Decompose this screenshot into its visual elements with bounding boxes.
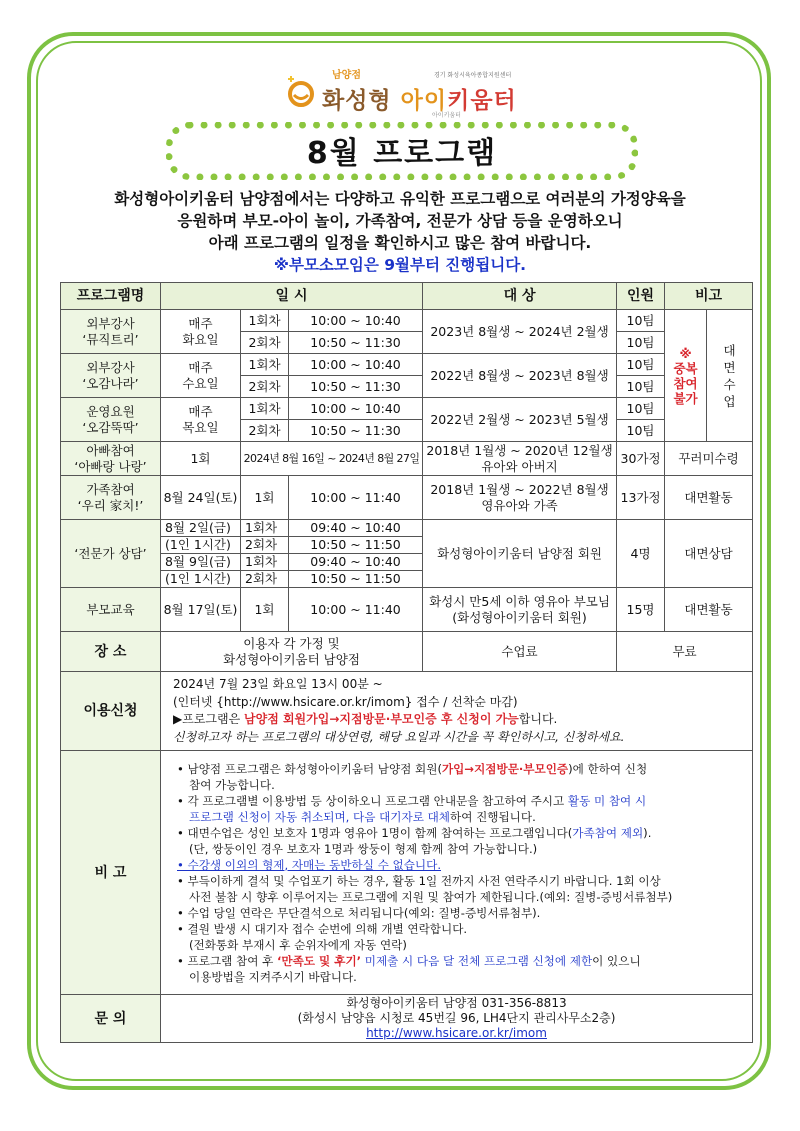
table-row: 2회차 10:50 ~ 11:30 10팀: [61, 420, 753, 442]
logo-name: 화성형 아이키움터: [322, 88, 517, 114]
sun-emblem-icon: [284, 74, 318, 108]
table-row: 문 의 화성형아이키움터 남양점 031-356-8813 (화성시 남양읍 시청로 45번길 96, LH4단지 관리사무소2층) http://www.hsicare.or.kr/imom: [61, 995, 753, 1043]
notice: ※부모소모임은 9월부터 진행됩니다.: [273, 256, 527, 274]
table-row: ‘전문가 상담’ 8월 2일(금) 1회차 09:40 ~ 10:40 화성형아이키움터 남양점 회원 4명 대면상담: [61, 520, 753, 537]
table-row: 가족참여 ‘우리 家치!’ 8월 24일(토) 1회 10:00 ~ 11:40 2018년 1월생 ~ 2022년 8월생 영유아와 가족 13가정 대면활동: [61, 476, 753, 520]
logo-branch: 남양점: [332, 70, 361, 81]
table-row: 운영요원 ‘오감뚝딱’ 매주 목요일 1회차 10:00 ~ 10:40 2022년 2월생 ~ 2023년 5월생 10팀: [61, 398, 753, 420]
face-class-note: 대 면 수 업: [707, 310, 753, 442]
table-row: 비 고 • 남양점 프로그램은 화성형아이키움터 남양점 회원(가입→지점방문·부모인증)에 한하여 신청 참여 가능합니다. • 각 프로그램별 이용방법 등 상이하오니 프로그램 안내문을 참고하여 주시고 활동 미 참여 시 프로그램 신청이 자동 취소되며, 다음 대기자로 대체하여 진행됩니다. • 대면수업은 성인 보호자 1명과 영유아 1명이 함께 참여하는 프로그램입니다(가족참여 제외). (단, 쌍둥이인 경우 보호자 1명과 쌍둥이 형제 함께 참여 가능합니다.) • 수강생 이외의 형제, 자매는 동반하실 수 없습니다. • 부득이하게 결석 및 수업포기 하는 경우, 활동 1일 전까지 사전 연락주시기 바랍니다. 1회 이상 사전 불참 시 향후 이루어지는 프로그램에 지원 및 참여가 제한됩니다.(예외: 질병-증빙서류첨부) • 수업 당일 연락은 무단결석으로 처리됩니다(예외: 질병-증빙서류첨부). • 결원 발생 시 대기자 접수 순번에 의해 개별 연락합니다. (전화통화 부재시 후 순위자에게 자동 연락) • 프로그램 참여 후 ‘만족도 및 후기’ 미제출 시 다음 달 전체 프로그램 신청에 제한이 있으니 이용방법을 지켜주시기 바랍니다.: [61, 751, 753, 995]
table-row: (1인 1시간) 2회차 10:50 ~ 11:50: [61, 571, 753, 588]
table-header-row: 프로그램명 일 시 대 상 인원 비고: [61, 283, 753, 310]
logo-sub: 아이키움터: [432, 112, 461, 119]
table-row: 외부강사 ‘뮤직트리’ 매주 화요일 1회차 10:00 ~ 10:40 2023년 8월생 ~ 2024년 2월생 10팀 ※ 중복 참여 불가 대 면 수 업: [61, 310, 753, 332]
intro-text: 화성형아이키움터 남양점에서는 다양하고 유익한 프로그램으로 여러분의 가정양육을 응원하며 부모-아이 놀이, 가족참여, 전문가 상담 등을 운영하오니 아래 프로그램의 일정을 확인하시고 많은 참여 바랍니다. ※부모소모임은 9월부터 진행됩니다.: [60, 188, 740, 276]
table-row: 외부강사 ‘오감나라’ 매주 수요일 1회차 10:00 ~ 10:40 2022년 8월생 ~ 2023년 8월생 10팀: [61, 354, 753, 376]
table-row: 8월 9일(금) 1회차 09:40 ~ 10:40: [61, 554, 753, 571]
table-row: 부모교육 8월 17일(토) 1회 10:00 ~ 11:40 화성시 만5세 이하 영유아 부모님 (화성형아이키움터 회원) 15명 대면활동: [61, 588, 753, 632]
table-row: 2회차 10:50 ~ 11:30 10팀: [61, 332, 753, 354]
table-row: (1인 1시간) 2회차 10:50 ~ 11:50: [61, 537, 753, 554]
table-row: 이용신청 2024년 7월 23일 화요일 13시 00분 ~ (인터넷 {http://www.hsicare.or.kr/imom} 접수 / 선착순 마감) ▶프로그램은 남양점 회원가입→지점방문·부모인증 후 신청이 가능합니다. 신청하고자 하는 프로그램의 대상연령, 해당 요일과 시간을 꼭 확인하시고, 신청하세요.: [61, 672, 753, 751]
page-title: 8월 프로그램: [306, 136, 498, 171]
table-row: 장 소 이용자 각 가정 및 화성형아이키움터 남양점 수업료 무료: [61, 632, 753, 672]
contact-url-link[interactable]: http://www.hsicare.or.kr/imom: [366, 1026, 547, 1040]
table-row: 2회차 10:50 ~ 11:30 10팀: [61, 376, 753, 398]
program-table: [60, 282, 753, 1043]
table-row: 아빠참여 ‘아빠랑 나랑’ 1회 2024년 8월 16일 ~ 2024년 8월 27일 2018년 1월생 ~ 2020년 12월생 유아와 아버지 30가정 꾸러미수령: [61, 442, 753, 476]
logo: [284, 62, 544, 122]
duplicate-note: ※ 중복 참여 불가: [665, 310, 707, 442]
logo-center-name: 경기 화성시육아종합지원센터: [434, 72, 512, 79]
